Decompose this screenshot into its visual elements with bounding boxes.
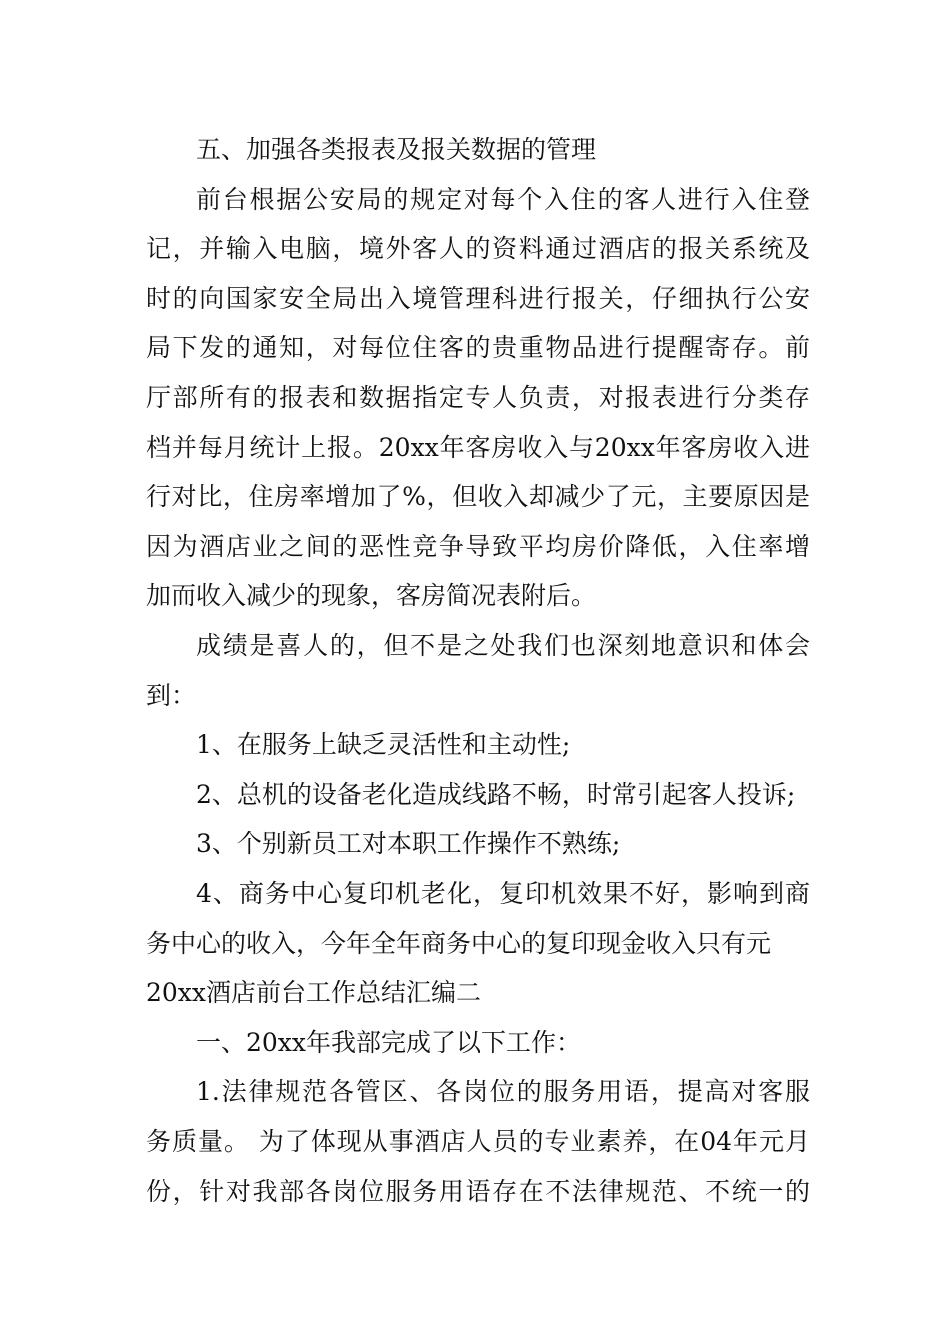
text-line: 20xx酒店前台工作总结汇编二 bbox=[146, 978, 482, 1007]
text-line: 份，针对我部各岗位服务用语存在不法律规范、不统一的 bbox=[146, 1177, 810, 1206]
text-line: 到： bbox=[146, 681, 197, 710]
text-line: 行对比，住房率增加了%，但收入却减少了元，主要原因是 bbox=[146, 482, 810, 511]
text-line: 厅部所有的报表和数据指定专人负责，对报表进行分类存 bbox=[146, 383, 810, 412]
text-line: 4、商务中心复印机老化，复印机效果不好，影响到商 bbox=[196, 879, 810, 908]
text-line: 2、总机的设备老化造成线路不畅，时常引起客人投诉; bbox=[196, 780, 796, 809]
text-line: 因为酒店业之间的恶性竞争导致平均房价降低，入住率增 bbox=[146, 532, 810, 561]
text-line: 五、加强各类报表及报关数据的管理 bbox=[196, 135, 597, 164]
text-line: 1、在服务上缺乏灵活性和主动性; bbox=[196, 730, 571, 759]
text-line: 务质量。 为了体现从事酒店人员的专业素养，在04年元月 bbox=[146, 1127, 810, 1156]
text-line: 务中心的收入，今年全年商务中心的复印现金收入只有元 bbox=[146, 929, 772, 958]
text-line: 加而收入减少的现象，客房简况表附后。 bbox=[146, 581, 597, 610]
text-line: 成绩是喜人的，但不是之处我们也深刻地意识和体会 bbox=[196, 631, 810, 660]
text-line: 局下发的通知，对每位住客的贵重物品进行提醒寄存。前 bbox=[146, 333, 810, 362]
text-line: 一、20xx年我部完成了以下工作： bbox=[196, 1028, 582, 1057]
text-line: 1.法律规范各管区、各岗位的服务用语，提高对客服 bbox=[196, 1077, 810, 1106]
text-line: 时的向国家安全局出入境管理科进行报关，仔细执行公安 bbox=[146, 284, 810, 313]
text-line: 档并每月统计上报。20xx年客房收入与20xx年客房收入进 bbox=[146, 433, 810, 462]
text-line: 3、个别新员工对本职工作操作不熟练; bbox=[196, 829, 621, 858]
text-line: 记，并输入电脑，境外客人的资料通过酒店的报关系统及 bbox=[146, 234, 810, 263]
text-line: 前台根据公安局的规定对每个入住的客人进行入住登 bbox=[196, 185, 810, 214]
